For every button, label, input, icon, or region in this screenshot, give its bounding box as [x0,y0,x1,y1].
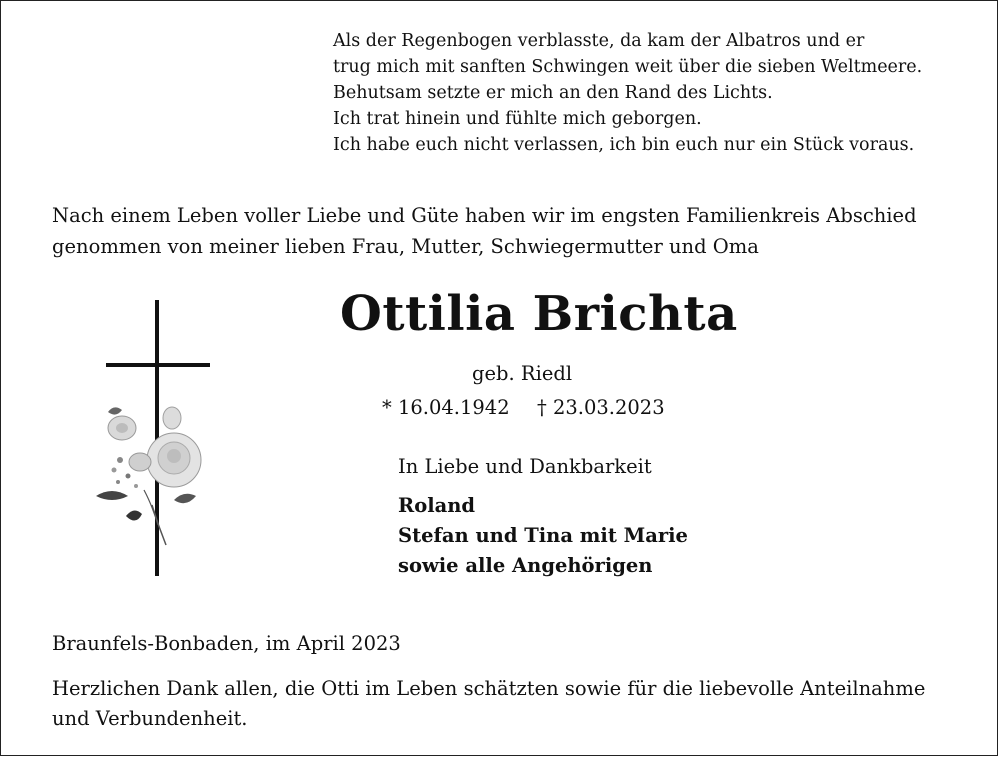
poem [333,28,922,158]
maiden-name: geb. Riedl [472,362,573,385]
mourner-name: sowie alle Angehörigen [398,554,653,577]
birth-date: * 16.04.1942 [382,396,510,419]
intro-line: Nach einem Leben voller Liebe und Güte haben wir im engsten Familienkreis Abschied [52,204,917,227]
cross-horizontal-beam [106,363,210,367]
poem-line: Ich trat hinein und fühlte mich geborgen. [333,109,702,129]
intro-text [52,200,917,262]
cross-with-roses-icon [92,300,222,580]
roses-decoration [96,407,201,545]
mourner-name: Roland [398,494,476,517]
poem-line: Ich habe euch nicht verlassen, ich bin euch nur ein Stück voraus. [333,135,915,155]
thanks-line: und Verbundenheit. [52,707,248,730]
death-date: † 23.03.2023 [537,396,665,419]
poem-line: Als der Regenbogen verblasste, da kam der Albatros und er [333,31,865,51]
poem-line: Behutsam setzte er mich an den Rand des Lichts. [333,83,773,103]
thanks-text [52,674,925,734]
mourners-heading: In Liebe und Dankbarkeit [398,455,652,478]
thanks-line: Herzlichen Dank allen, die Otti im Leben schätzten sowie für die liebevolle Anteilnahme [52,677,926,700]
deceased-name: Ottilia Brichta [340,286,738,342]
mourners-list [398,491,688,581]
intro-line: genommen von meiner lieben Frau, Mutter, Schwiegermutter und Oma [52,235,759,258]
place-and-date: Braunfels-Bonbaden, im April 2023 [52,632,401,655]
mourner-name: Stefan und Tina mit Marie [398,524,688,547]
poem-line: trug mich mit sanften Schwingen weit über die sieben Weltmeere. [333,57,923,77]
